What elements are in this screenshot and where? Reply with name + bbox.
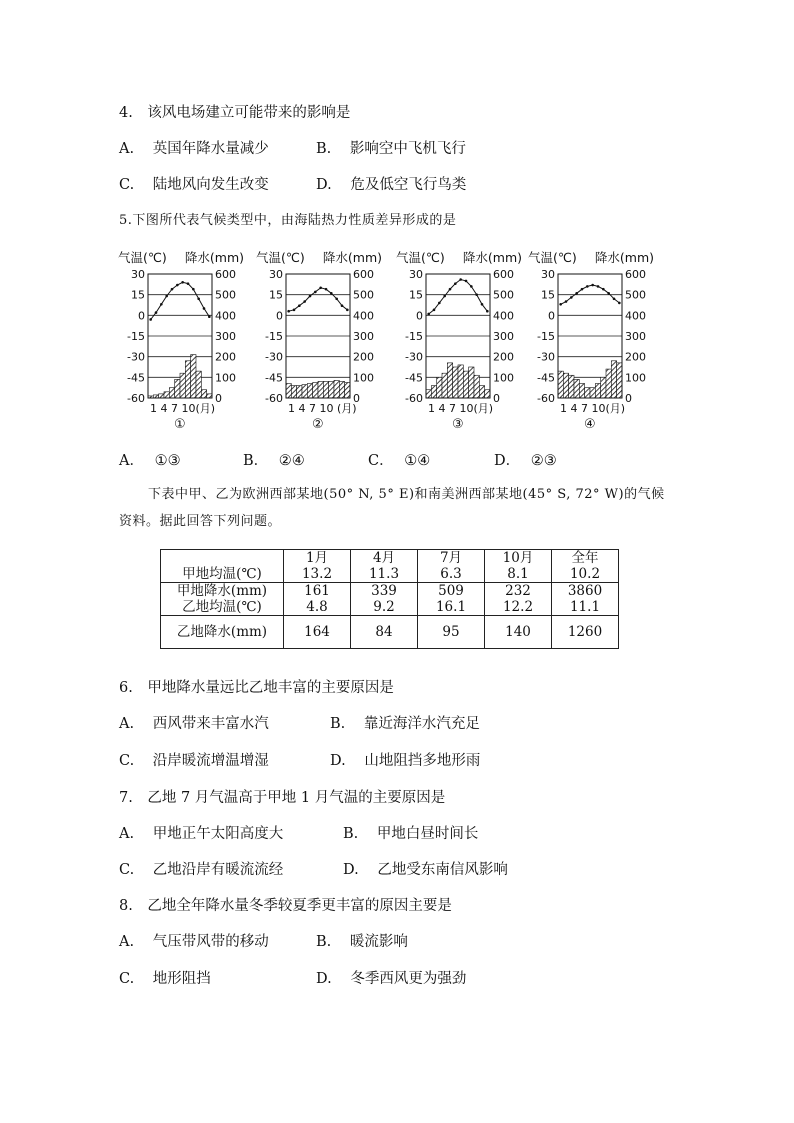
temp-point xyxy=(586,285,589,288)
precip-bar xyxy=(453,367,458,398)
q8-option-a xyxy=(119,932,269,952)
q8-option-c xyxy=(119,969,211,989)
temp-point xyxy=(581,288,584,291)
precip-tick-label: 400 xyxy=(215,309,236,323)
temp-point xyxy=(570,296,573,299)
temp-point xyxy=(298,304,301,307)
chart-number-label: ① xyxy=(174,417,186,432)
temp-tick-label: -30 xyxy=(127,350,145,364)
temp-tick-label: 15 xyxy=(131,288,145,302)
temp-tick-label: 0 xyxy=(276,309,283,323)
chart-number-label: ③ xyxy=(452,417,464,432)
precip-bar xyxy=(485,390,490,398)
precip-bar xyxy=(159,394,164,398)
temp-point xyxy=(181,281,184,284)
q5-option-c xyxy=(368,451,430,471)
temp-point xyxy=(618,302,621,305)
temp-point xyxy=(470,285,473,288)
precip-tick-label: 300 xyxy=(625,330,646,343)
q7-option-c xyxy=(119,860,283,880)
precip-bar xyxy=(574,379,579,398)
temp-tick-label: -60 xyxy=(265,392,283,405)
temp-line xyxy=(289,288,348,311)
temp-tick-label: -45 xyxy=(265,371,283,385)
temp-point xyxy=(559,303,562,306)
precip-bar xyxy=(329,381,334,398)
precip-bar xyxy=(313,383,318,399)
table-cell xyxy=(284,550,351,583)
precip-bar xyxy=(334,380,339,398)
temp-point xyxy=(149,318,152,321)
temp-point xyxy=(433,309,436,312)
intro-line-1: 下表中甲、乙为欧洲西部某地(50° N, 5° E)和南美洲西部某地(45° S, 72° W)的气候 xyxy=(148,487,665,502)
temp-tick-label: 0 xyxy=(138,309,145,323)
table-cell xyxy=(351,583,418,616)
precip-bar xyxy=(458,365,463,398)
q8-option-d xyxy=(316,969,466,989)
temp-tick-label: 30 xyxy=(131,268,145,281)
cell-value: 11.1 xyxy=(569,599,601,615)
temp-axis-title: 气温(℃) xyxy=(396,250,445,265)
precip-tick-label: 500 xyxy=(493,288,514,302)
row-label: 甲地降水(mm) xyxy=(176,583,268,599)
table-cell xyxy=(485,583,552,616)
precip-bar xyxy=(318,381,323,398)
precip-bar xyxy=(207,394,212,398)
temp-point xyxy=(171,288,174,291)
cell-value: 9.2 xyxy=(373,599,395,615)
climate-table xyxy=(160,549,619,649)
option-text: 甲地白昼时间长 xyxy=(376,826,479,842)
temp-point xyxy=(160,303,163,306)
q8-stem: 8. 乙地全年降水量冬季较夏季更丰富的原因主要是 xyxy=(119,898,452,914)
precip-bar xyxy=(175,379,180,398)
month-tick-labels: 1 4 7 10(月) xyxy=(560,402,626,415)
q5-option-a xyxy=(119,451,181,471)
temp-point xyxy=(309,295,312,298)
precip-bar xyxy=(191,355,196,398)
precip-bar xyxy=(595,384,600,398)
temp-axis-title: 气温(℃) xyxy=(118,250,167,265)
q8-option-b xyxy=(316,932,408,952)
q6-option-d xyxy=(330,751,480,771)
option-text: 山地阻挡多地形雨 xyxy=(364,753,481,769)
temp-tick-label: 30 xyxy=(409,268,423,281)
precip-tick-label: 0 xyxy=(215,392,222,405)
precip-bar xyxy=(286,384,291,398)
cell-value: 1260 xyxy=(552,616,619,649)
temp-tick-label: -15 xyxy=(265,330,283,343)
option-letter: A. xyxy=(119,141,135,157)
temp-tick-label: -30 xyxy=(537,350,555,364)
cell-value: 13.2 xyxy=(301,566,333,582)
temp-tick-label: -60 xyxy=(127,392,145,405)
temp-tick-label: 0 xyxy=(548,309,555,323)
intro-line-2: 资料。据此回答下列问题。 xyxy=(119,514,282,529)
option-letter: D. xyxy=(316,177,332,193)
option-text: 乙地沿岸有暖流流经 xyxy=(152,862,284,878)
precip-tick-label: 600 xyxy=(353,268,374,281)
temp-point xyxy=(602,288,605,291)
option-text: 暖流影响 xyxy=(349,934,408,950)
table-cell xyxy=(552,583,619,616)
precip-tick-label: 100 xyxy=(625,371,646,385)
temp-tick-label: 30 xyxy=(269,268,283,281)
option-text: 陆地风向发生改变 xyxy=(152,177,269,193)
precip-tick-label: 100 xyxy=(353,371,374,385)
option-text: 英国年降水量减少 xyxy=(152,141,269,157)
temp-point xyxy=(203,307,206,310)
precip-tick-label: 400 xyxy=(493,309,514,323)
precip-bar xyxy=(291,386,296,398)
temp-point xyxy=(341,304,344,307)
precip-tick-label: 500 xyxy=(215,288,236,302)
precip-tick-label: 500 xyxy=(353,288,374,302)
option-letter: A. xyxy=(119,716,135,732)
option-text: ②③ xyxy=(530,453,557,469)
option-text: 甲地正午太阳高度大 xyxy=(152,826,284,842)
temp-point xyxy=(346,309,349,312)
precip-bar xyxy=(185,361,190,398)
temp-point xyxy=(481,303,484,306)
climate-chart-4 xyxy=(528,250,654,432)
precip-bar xyxy=(339,381,344,398)
temp-tick-label: -30 xyxy=(265,350,283,364)
q6-stem: 6. 甲地降水量远比乙地丰富的主要原因是 xyxy=(119,680,394,696)
temp-point xyxy=(155,311,158,314)
q7-option-a xyxy=(119,824,283,844)
table-cell xyxy=(284,583,351,616)
row-label: 乙地降水(mm) xyxy=(161,616,284,649)
temp-tick-label: -45 xyxy=(405,371,423,385)
q5-option-d xyxy=(494,451,557,471)
temp-tick-label: -45 xyxy=(127,371,145,385)
option-letter: C． xyxy=(368,453,394,469)
column-header: 1月 xyxy=(305,550,329,566)
cell-value: 95 xyxy=(418,616,485,649)
table-cell xyxy=(161,583,284,616)
precip-axis-title: 降水(mm) xyxy=(322,250,382,265)
cell-value: 161 xyxy=(304,583,330,599)
temp-point xyxy=(449,288,452,291)
precip-bar xyxy=(606,369,611,398)
temp-point xyxy=(591,284,594,287)
temp-point xyxy=(575,292,578,295)
option-letter: C. xyxy=(119,971,135,987)
precip-bar xyxy=(196,371,201,398)
precip-bar xyxy=(431,386,436,398)
precip-bar xyxy=(469,367,474,398)
month-tick-labels: 1 4 7 10(月) xyxy=(150,402,216,415)
precip-tick-label: 400 xyxy=(625,309,646,323)
row-label: 甲地均温(℃) xyxy=(182,566,262,582)
temp-point xyxy=(330,292,333,295)
cell-value: 6.3 xyxy=(440,566,462,582)
month-tick-labels: 1 4 7 10(月) xyxy=(428,402,494,415)
precip-tick-label: 300 xyxy=(215,330,236,343)
option-text: 沿岸暖流增温增湿 xyxy=(152,753,269,769)
temp-point xyxy=(607,292,610,295)
cell-value: 3860 xyxy=(567,583,603,599)
climate-charts-svg xyxy=(118,246,654,436)
cell-value: 140 xyxy=(485,616,552,649)
temp-point xyxy=(465,280,468,283)
precip-bar xyxy=(345,383,350,399)
precip-bar xyxy=(307,384,312,398)
column-header: 4月 xyxy=(372,550,396,566)
q6-option-c xyxy=(119,751,269,771)
q6-option-b xyxy=(330,714,480,734)
cell-value: 16.1 xyxy=(435,599,467,615)
q4-stem: 4. 该风电场建立可能带来的影响是 xyxy=(119,105,351,121)
table-cell xyxy=(418,583,485,616)
option-text: 乙地受东南信风影响 xyxy=(377,862,508,878)
climate-chart-1 xyxy=(118,250,244,432)
q6-option-a xyxy=(119,714,269,734)
option-letter: D. xyxy=(343,862,359,878)
climate-charts xyxy=(118,246,654,436)
option-text: 影响空中飞机飞行 xyxy=(349,141,466,157)
temp-point xyxy=(486,310,489,313)
table-cell xyxy=(552,550,619,583)
option-letter: B. xyxy=(316,141,332,157)
temp-point xyxy=(597,285,600,288)
temp-point xyxy=(325,288,328,291)
temp-point xyxy=(197,298,200,301)
precip-bar xyxy=(611,361,616,398)
row-label: 乙地均温(℃) xyxy=(182,599,262,615)
precip-axis-title: 降水(mm) xyxy=(462,250,522,265)
precip-bar xyxy=(302,385,307,398)
precip-bar xyxy=(201,390,206,398)
q7-stem: 7. 乙地 7 月气温高于甲地 1 月气温的主要原因是 xyxy=(119,790,446,806)
precip-bar xyxy=(579,384,584,398)
precip-axis-title: 降水(mm) xyxy=(594,250,654,265)
precip-bar xyxy=(563,373,568,398)
precip-bar xyxy=(479,386,484,398)
precip-bar xyxy=(169,388,174,398)
precip-tick-label: 100 xyxy=(215,371,236,385)
cell-value: 339 xyxy=(371,583,397,599)
option-letter: A. xyxy=(119,934,135,950)
option-text: ①③ xyxy=(154,453,181,469)
temp-tick-label: -60 xyxy=(405,392,423,405)
temp-point xyxy=(293,309,296,312)
option-text: 危及低空飞行鸟类 xyxy=(350,177,467,193)
option-letter: C. xyxy=(119,862,135,878)
option-text: 靠近海洋水汽充足 xyxy=(363,716,480,732)
temp-point xyxy=(459,278,462,281)
temp-point xyxy=(335,298,338,301)
option-letter: B． xyxy=(243,453,269,469)
temp-tick-label: 30 xyxy=(541,268,555,281)
precip-axis-title: 降水(mm) xyxy=(184,250,244,265)
precip-tick-label: 100 xyxy=(493,371,514,385)
table-cell xyxy=(485,550,552,583)
temp-axis-title: 气温(℃) xyxy=(528,250,577,265)
temp-tick-label: -15 xyxy=(127,330,145,343)
table-cell xyxy=(161,550,284,583)
temp-point xyxy=(314,291,317,294)
column-header: 10月 xyxy=(502,550,534,566)
cell-value: 11.3 xyxy=(368,566,400,582)
table-row xyxy=(161,616,619,649)
cell-value: 10.2 xyxy=(569,566,601,582)
temp-point xyxy=(165,295,168,298)
q4-option-d xyxy=(316,175,466,195)
climate-chart-2 xyxy=(256,250,382,432)
precip-tick-label: 500 xyxy=(625,288,646,302)
q5-option-b xyxy=(243,451,305,471)
temp-tick-label: 0 xyxy=(416,309,423,323)
climate-chart-3 xyxy=(396,250,522,432)
option-letter: B. xyxy=(330,716,346,732)
precip-bar xyxy=(442,373,447,398)
temp-tick-label: -15 xyxy=(405,330,423,343)
cell-value: 4.8 xyxy=(306,599,328,615)
precip-bar xyxy=(569,375,574,398)
temp-point xyxy=(192,288,195,291)
temp-line xyxy=(429,280,488,315)
column-header: 7月 xyxy=(439,550,463,566)
precip-tick-label: 600 xyxy=(215,268,236,281)
option-letter: D. xyxy=(316,971,332,987)
q4-option-a xyxy=(119,139,269,159)
precip-bar xyxy=(463,371,468,398)
precip-bar xyxy=(474,375,479,398)
option-text: 地形阻挡 xyxy=(152,971,211,987)
temp-point xyxy=(438,302,441,305)
temp-point xyxy=(303,300,306,303)
temp-tick-label: 15 xyxy=(269,288,283,302)
q7-option-d xyxy=(343,860,508,880)
option-text: ①④ xyxy=(404,453,431,469)
precip-tick-label: 0 xyxy=(625,392,632,405)
option-letter: D. xyxy=(330,753,346,769)
temp-tick-label: -45 xyxy=(537,371,555,385)
precip-tick-label: 600 xyxy=(625,268,646,281)
precip-tick-label: 300 xyxy=(353,330,374,343)
q4-option-b xyxy=(316,139,466,159)
option-letter: A． xyxy=(119,453,144,469)
precip-tick-label: 600 xyxy=(493,268,514,281)
cell-value: 84 xyxy=(351,616,418,649)
temp-line xyxy=(151,282,210,319)
precip-bar xyxy=(447,363,452,398)
option-text: ②④ xyxy=(278,453,305,469)
precip-bar xyxy=(164,392,169,398)
q4-option-c xyxy=(119,175,269,195)
precip-bar xyxy=(585,388,590,398)
temp-tick-label: 15 xyxy=(541,288,555,302)
precip-tick-label: 200 xyxy=(215,350,236,364)
temp-point xyxy=(454,282,457,285)
cell-value: 232 xyxy=(505,583,531,599)
temp-point xyxy=(565,300,568,303)
option-letter: D． xyxy=(494,453,521,469)
precip-bar xyxy=(297,386,302,398)
precip-bar xyxy=(180,373,185,398)
temp-point xyxy=(475,293,478,296)
precip-bar xyxy=(617,363,622,398)
temp-point xyxy=(319,286,322,289)
temp-point xyxy=(187,282,190,285)
temp-point xyxy=(613,298,616,301)
precip-bar xyxy=(437,377,442,398)
precip-bar xyxy=(558,371,563,398)
precip-bar xyxy=(590,388,595,398)
temp-tick-label: -30 xyxy=(405,350,423,364)
temp-point xyxy=(208,315,211,318)
chart-number-label: ④ xyxy=(584,417,596,432)
precip-tick-label: 200 xyxy=(353,350,374,364)
option-text: 西风带来丰富水汽 xyxy=(152,716,269,732)
temp-point xyxy=(427,313,430,316)
precip-tick-label: 0 xyxy=(353,392,360,405)
precip-bar xyxy=(601,377,606,398)
temp-point xyxy=(287,310,290,313)
temp-point xyxy=(176,284,179,287)
precip-tick-label: 400 xyxy=(353,309,374,323)
option-letter: B. xyxy=(316,934,332,950)
option-letter: B. xyxy=(343,826,359,842)
option-letter: C. xyxy=(119,753,135,769)
precip-bar xyxy=(323,381,328,398)
table-cell xyxy=(351,550,418,583)
month-tick-labels: 1 4 7 10 (月) xyxy=(288,402,357,415)
cell-value: 509 xyxy=(438,583,464,599)
option-text: 冬季西风更为强劲 xyxy=(350,971,467,987)
q7-option-b xyxy=(343,824,478,844)
option-letter: C. xyxy=(119,177,135,193)
q5-stem: 5.下图所代表气候类型中，由海陆热力性质差异形成的是 xyxy=(119,213,457,228)
table-cell xyxy=(418,550,485,583)
temp-point xyxy=(443,295,446,298)
chart-number-label: ② xyxy=(312,417,324,432)
temp-tick-label: -60 xyxy=(537,392,555,405)
table-row xyxy=(161,583,619,616)
temp-tick-label: -15 xyxy=(537,330,555,343)
cell-value: 12.2 xyxy=(502,599,534,615)
precip-tick-label: 200 xyxy=(493,350,514,364)
precip-tick-label: 200 xyxy=(625,350,646,364)
precip-tick-label: 300 xyxy=(493,330,514,343)
option-text: 气压带风带的移动 xyxy=(152,934,269,950)
table-row xyxy=(161,550,619,583)
cell-value: 8.1 xyxy=(507,566,529,582)
column-header: 全年 xyxy=(571,550,599,566)
precip-tick-label: 0 xyxy=(493,392,500,405)
temp-tick-label: 15 xyxy=(409,288,423,302)
option-letter: A. xyxy=(119,826,135,842)
temp-axis-title: 气温(℃) xyxy=(256,250,305,265)
precip-bar xyxy=(426,390,431,398)
cell-value: 164 xyxy=(284,616,351,649)
